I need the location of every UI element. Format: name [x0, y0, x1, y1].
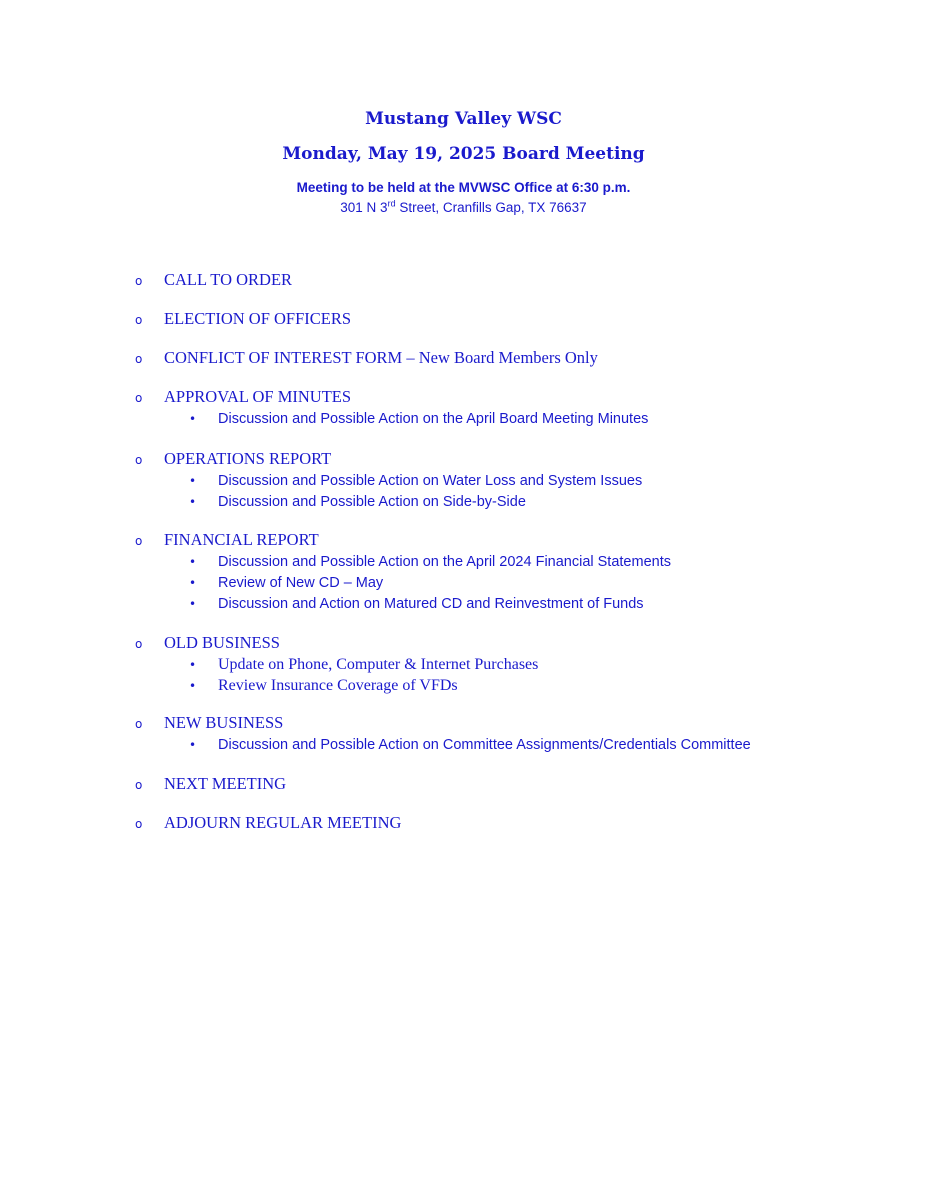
sub-item: [0, 492, 927, 513]
sub-item-list: [0, 655, 927, 697]
agenda-item-title: CONFLICT OF INTEREST FORM – New Board Members Only: [164, 348, 598, 367]
agenda-item-title: ADJOURN REGULAR MEETING: [164, 813, 402, 832]
sub-item: [0, 552, 927, 573]
sub-item: [0, 655, 927, 676]
circle-bullet-icon: o: [135, 534, 143, 548]
agenda-item-title: OLD BUSINESS: [164, 633, 280, 652]
circle-bullet-icon: o: [135, 391, 143, 405]
sub-item-text: Update on Phone, Computer & Internet Purchases: [218, 656, 539, 673]
meeting-location: Meeting to be held at the MVWSC Office at 6:30 p.m.: [296, 180, 631, 195]
sub-item: [0, 676, 927, 697]
sub-item: [0, 573, 927, 594]
meeting-address: [0, 200, 927, 215]
agenda-item-title: CALL TO ORDER: [164, 270, 293, 289]
bullet-icon: •: [189, 474, 197, 488]
circle-bullet-icon: o: [135, 817, 143, 831]
agenda-item-title: APPROVAL OF MINUTES: [164, 387, 352, 406]
address-prefix: 301 N 3: [340, 200, 388, 215]
sub-item-text: Discussion and Action on Matured CD and Reinvestment of Funds: [218, 596, 644, 612]
circle-bullet-icon: o: [135, 352, 143, 366]
bullet-icon: •: [189, 597, 197, 611]
sub-item-text: Discussion and Possible Action on Side-by-Side: [218, 494, 526, 510]
sub-item-text: Review of New CD – May: [218, 575, 384, 591]
sub-item: [0, 735, 927, 756]
agenda-item-title: OPERATIONS REPORT: [164, 449, 332, 468]
circle-bullet-icon: o: [135, 274, 143, 288]
bullet-icon: •: [189, 495, 197, 509]
sub-item-text: Discussion and Possible Action on the April 2024 Financial Statements: [218, 554, 671, 570]
circle-bullet-icon: o: [135, 313, 143, 327]
address-superscript: rd: [387, 198, 396, 209]
sub-item-text: Discussion and Possible Action on Water Loss and System Issues: [218, 473, 643, 489]
sub-item-list: [0, 735, 927, 756]
sub-item-text: Discussion and Possible Action on Committee Assignments/Credentials Committee: [218, 737, 751, 753]
circle-bullet-icon: o: [135, 637, 143, 651]
circle-bullet-icon: o: [135, 778, 143, 792]
circle-bullet-icon: o: [135, 453, 143, 467]
bullet-icon: •: [189, 555, 197, 569]
bullet-icon: •: [189, 576, 197, 590]
sub-item: [0, 409, 927, 430]
organization-name: Mustang Valley WSC: [365, 109, 562, 129]
agenda-item-title: FINANCIAL REPORT: [164, 530, 319, 549]
bullet-icon: •: [189, 679, 197, 693]
bullet-icon: •: [189, 412, 197, 426]
circle-bullet-icon: o: [135, 717, 143, 731]
bullet-icon: •: [189, 738, 197, 752]
sub-item: [0, 594, 927, 615]
agenda-item-title: ELECTION OF OFFICERS: [164, 309, 352, 328]
sub-item-text: Discussion and Possible Action on the April Board Meeting Minutes: [218, 411, 649, 427]
address-suffix: Street, Cranfills Gap, TX 76637: [395, 200, 587, 215]
sub-item-list: [0, 552, 927, 615]
sub-item: [0, 471, 927, 492]
agenda-item-title: NEW BUSINESS: [164, 713, 284, 732]
meeting-title: Monday, May 19, 2025 Board Meeting: [282, 144, 645, 164]
sub-item-list: [0, 409, 927, 430]
agenda-item-title: NEXT MEETING: [164, 774, 287, 793]
sub-item-list: [0, 471, 927, 513]
bullet-icon: •: [189, 658, 197, 672]
sub-item-text: Review Insurance Coverage of VFDs: [218, 677, 458, 694]
